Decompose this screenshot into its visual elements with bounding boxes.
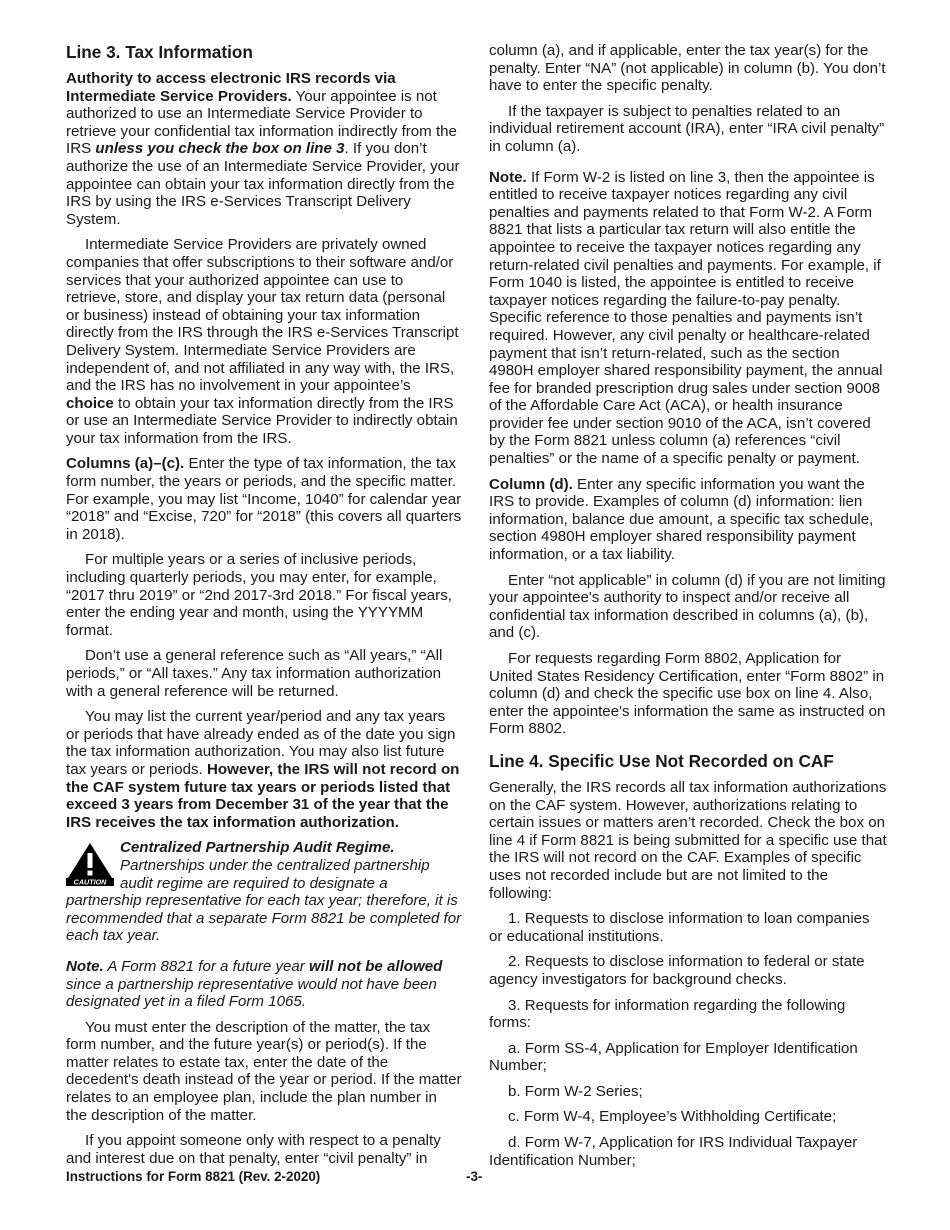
column-d-text: Enter any specific information you want the IRS to provide. Examples of column (d) information: lien information, balance due amount, a specific tax schedule, section 4980H employer shared responsibility payment information, or a tax liability. [489,475,874,564]
form-8802-paragraph: For requests regarding Form 8802, Application for United States Residency Certification, enter “Form 8802” in column (d) and check the specific use box on line 4. Also, enter the appointee's information the same as instructed on Form 8802. [489,650,886,738]
multiple-years-paragraph: For multiple years or a series of inclusive periods, including quarterly periods, you may enter, for example, “2017 thru 2019” or “2nd 2017-3rd 2018.” For fiscal years, enter the ending year and month, using the YYYYMM format. [66,551,452,639]
caution-icon [66,842,114,886]
line4-heading: Line 4. Specific Use Not Recorded on CAF [489,750,834,771]
authority-emphasis: unless you check the box on line 3 [95,140,345,158]
penalty-paragraph-continued: column (a), and if applicable, enter the tax year(s) for the penalty. Enter “NA” (not applicable) in column (b). You don’t have to enter the specific penalty. [489,42,886,95]
penalty-paragraph-start: If you appoint someone only with respect to a penalty and interest due on that penalty, enter “civil penalty” in [66,1132,441,1167]
note-paragraph [66,958,462,1011]
list-item: 3. Requests for information regarding the following forms: [489,996,846,1032]
isp-paragraph [66,236,462,447]
must-enter-paragraph: You must enter the description of the matter, the tax form number, and the future year(s) or period(s). If the matter relates to estate tax, enter the date of the decedent's death instead of the year or period. If the matter relates to an employee plan, include the plan number in the description of the matter. [66,1018,462,1124]
column-d-paragraph [489,476,887,564]
isp-text-b: to obtain your tax information directly from the IRS or use an Intermediate Service Provider to indirectly obtain your tax information from the IRS. [66,394,458,447]
caution-text: Partnerships under the centralized partnership audit regime are required to designate a partnership representative for each tax year; therefore, it is recommended that a separate Form 8821 be completed for each tax year. [66,856,462,945]
columns-text: Enter the type of tax information, the tax form number, the years or periods, and the specific matter. For example, you may list “Income, 1040” for calendar year “2018” and “Excise, 720” for “2018” (this covers all quarters in 2018). [66,455,462,543]
not-applicable-paragraph: Enter “not applicable” in column (d) if you are not limiting your appointee's authority to inspect and/or receive all confidential tax information described in columns (a), (b), and (c). [489,571,886,642]
line4-paragraph: Generally, the IRS records all tax information authorizations on the CAF system. However, authorizations relating to certain issues or matters aren’t recorded. Check the box on line 4 if Form 8821 is being submitted for a specific use that the IRS will not record on the CAF. Examples of specific uses not recorded include but are not limited to the following: [489,778,887,902]
caution-block [66,839,462,945]
note-w2-text: If Form W-2 is listed on line 3, then the appointee is entitled to receive taxpayer notices regarding any civil penalties and payments related to that Form W-2. A Form 8821 that lists a particular tax return will also entitle the appointee to receive the taxpayer notices regarding any return-related civil penalties and payments. For example, if Form 1040 is listed, the appointee is entitled to receive taxpayer notices regarding the failure-to-pay penalty. Specific reference to those penalties and payments isn’t required. However, any civil penalty or healthcare-related payment that isn’t return-related, such as the section 4980H employer shared responsibility payment, the annual fee for branded prescription drug sales under section 9008 of the Affordable Care Act (ACA), or health insurance provider fee under section 9010 of the ACA, isn’t covered by the Form 8821 unless column (a) references “civil penalties” or the name of a specific penalty or payment. [489,168,883,468]
column-d-lead: Column (d). [489,475,573,493]
authority-text-b: . If you don’t authorize the use of an Intermediate Service Provider, your appointee can obtain your tax information directly from the IRS by using the IRS e-Services Transcript Delivery System. [66,140,460,228]
list-item: c. Form W-4, Employee’s Withholding Certificate; [508,1108,837,1126]
current-year-bold: However, the IRS will not record on the CAF system future tax years or periods listed that exceed 3 years from December 31 of the year that the IRS receives the tax information authorization. [66,760,460,831]
note-text-b: since a partnership representative would not have been designated yet in a filed Form 1065. [66,975,437,1011]
list-item: b. Form W-2 Series; [508,1082,643,1100]
list-item: d. Form W-7, Application for IRS Individual Taxpayer Identification Number; [489,1134,858,1169]
current-year-paragraph [66,708,462,831]
current-year-text: You may list the current year/period and any tax years or periods that have already ended as of the date you sign the tax information authorization. You may also list future tax years or periods. [66,708,456,778]
note-lead: Note. [66,957,104,975]
authority-paragraph [66,70,462,228]
note-bold: will not be allowed [309,957,443,975]
general-reference-paragraph: Don’t use a general reference such as “All years,” “All periods,” or “All taxes.” Any tax information authorization with a general reference will be returned. [66,647,443,700]
list-item: 2. Requests to disclose information to federal or state agency investigators for background checks. [489,953,865,988]
isp-text-a: Intermediate Service Providers are privately owned companies that offer subscriptions to their software and/or services that your authorized appointee can use to retrieve, store, and display your tax return data (personal or business) instead of obtaining your tax information directly from the IRS through the IRS e-Services Transcript Delivery System. Intermediate Service Providers are independent of, and not affiliated in any way with, the IRS, and the IRS has no involvement in your appointee’s [66,236,459,395]
ira-paragraph: If the taxpayer is subject to penalties related to an individual retirement account (IRA), enter “IRA civil penalty” in column (a). [489,102,885,155]
authority-text-a: Your appointee is not authorized to use an Intermediate Service Provider to retrieve your confidential tax information indirectly from the IRS [66,87,457,158]
right-column [489,42,887,1177]
note-text-a: A Form 8821 for a future year [107,957,305,975]
footer-page-number: -3- [466,1169,483,1184]
isp-bold: choice [66,394,114,412]
authority-lead: Authority to access electronic IRS records via Intermediate Service Providers. [66,70,396,105]
columns-paragraph [66,455,462,543]
footer-form-label: Instructions for Form 8821 (Rev. 2-2020) [66,1169,321,1184]
note-w2-paragraph [489,169,887,468]
note-w2-lead: Note. [489,168,527,186]
list-item: a. Form SS-4, Application for Employer Identification Number; [489,1039,858,1075]
left-column [66,42,462,1175]
line3-heading: Line 3. Tax Information [66,42,253,62]
caution-title: Centralized Partnership Audit Regime. [120,839,395,857]
caution-label: CAUTION [73,877,107,887]
list-item: 1. Requests to disclose information to loan companies or educational institutions. [489,910,870,945]
columns-lead: Columns (a)–(c). [66,455,185,473]
